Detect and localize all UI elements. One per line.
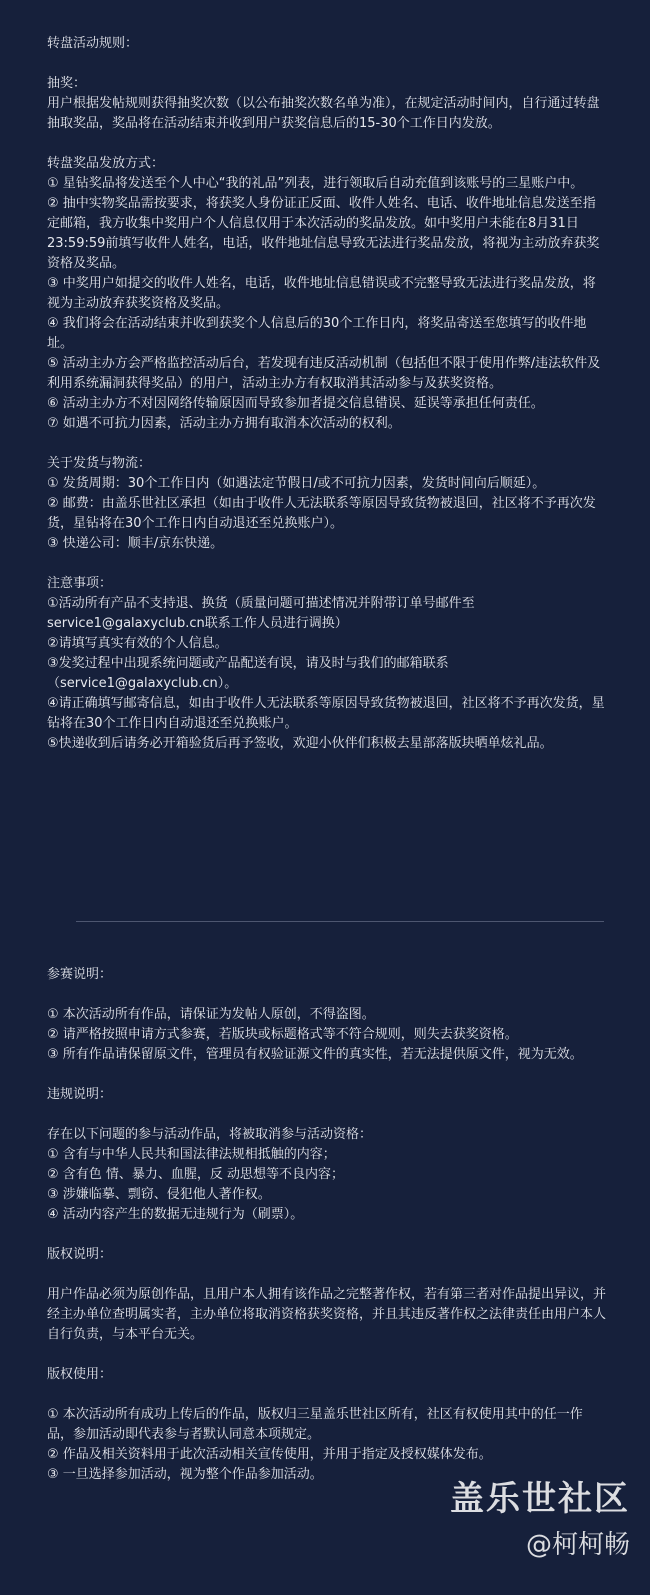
- distribution-item: ① 星钻奖品将发送至个人中心“我的礼品”列表，进行领取后自动充值到该账号的三星账户中。: [47, 176, 584, 191]
- lottery-text: 用户根据发帖规则获得抽奖次数（以公布抽奖次数名单为准），在规定活动时间内，自行通过转盘抽取奖品，奖品将在活动结束并收到用户获奖信息后的15-30个工作日内发放。: [47, 96, 600, 131]
- entry-item: ③ 所有作品请保留原文件，管理员有权验证源文件的真实性，若无法提供原文件，视为无效。: [47, 1047, 583, 1062]
- violation-intro: 存在以下问题的参与活动作品，将被取消参与活动资格：: [47, 1127, 373, 1142]
- shipping-title: 关于发货与物流：: [47, 456, 152, 471]
- violation-item: ④ 活动内容产生的数据无违规行为（刷票）。: [47, 1207, 304, 1222]
- usage-item: ① 本次活动所有成功上传后的作品，版权归三星盖乐世社区所有，社区有权使用其中的任一作品，参加活动即代表参与者默认同意本项规定。: [47, 1407, 583, 1442]
- usage-item: ③ 一旦选择参加活动，视为整个作品参加活动。: [47, 1467, 323, 1482]
- violation-title: 违规说明：: [47, 1087, 113, 1102]
- distribution-item: ③ 中奖用户如提交的收件人姓名，电话，收件地址信息错误或不完整导致无法进行奖品发放，将视为主动放弃获奖资格及奖品。: [47, 276, 596, 311]
- copyright-text: 用户作品必须为原创作品，且用户本人拥有该作品之完整著作权，若有第三者对作品提出异议，并经主办单位查明属实者，主办单位将取消资格获奖资格，并且其违反著作权之法律责任由用户本人自行负责，与本平台无关。: [47, 1287, 607, 1342]
- notes-item: ③发奖过程中出现系统问题或产品配送有误，请及时与我们的邮箱联系（service1@galaxyclub.cn）。: [47, 656, 449, 691]
- entry-item: ① 本次活动所有作品，请保证为发帖人原创，不得盗图。: [47, 1007, 375, 1022]
- contest-rules-section: [47, 965, 607, 1485]
- watermark: [450, 1479, 630, 1565]
- shipping-item: ① 发货周期：30个工作日内（如遇法定节假日/或不可抗力因素，发货时间向后顺延）。: [47, 476, 546, 491]
- watermark-site: 盖乐世社区: [450, 1479, 630, 1519]
- distribution-title: 转盘奖品发放方式：: [47, 156, 165, 171]
- violation-item: ③ 涉嫌临摹、剽窃、侵犯他人著作权。: [47, 1187, 271, 1202]
- notes-item: ②请填写真实有效的个人信息。: [47, 636, 228, 651]
- rules-title: 转盘活动规则：: [47, 36, 139, 51]
- watermark-author: @柯柯畅: [525, 1530, 630, 1560]
- distribution-item: ⑤ 活动主办方会严格监控活动后台，若发现有违反活动机制（包括但不限于使用作弊/违法软件及利用系统漏洞获得奖品）的用户，活动主办方有权取消其活动参与及获奖资格。: [47, 356, 601, 391]
- usage-title: 版权使用：: [47, 1367, 113, 1382]
- notes-item: ⑤快递收到后请务必开箱验货后再予签收，欢迎小伙伴们积极去星部落版块晒单炫礼品。: [47, 736, 553, 751]
- notes-title: 注意事项：: [47, 576, 113, 591]
- shipping-item: ② 邮费：由盖乐世社区承担（如由于收件人无法联系等原因导致货物被退回，社区将不予再次发货，星钻将在30个工作日内自动退还至兑换账户）。: [47, 496, 596, 531]
- distribution-item: ⑥ 活动主办方不对因网络传输原因而导致参加者提交信息错误、延误等承担任何责任。: [47, 396, 544, 411]
- entry-item: ② 请严格按照申请方式参赛，若版块或标题格式等不符合规则，则失去获奖资格。: [47, 1027, 518, 1042]
- distribution-item: ② 抽中实物奖品需按要求，将获奖人身份证正反面、收件人姓名、电话、收件地址信息发送至指定邮箱，我方收集中奖用户个人信息仅用于本次活动的奖品发放。如中奖用户未能在8月31日23:59:59前填写收件人姓名，电话，收件地址信息导致无法进行奖品发放，将视为主动放弃获奖资格及奖品。: [47, 196, 600, 271]
- entry-title: 参赛说明：: [47, 967, 113, 982]
- shipping-item: ③ 快递公司：顺丰/京东快递。: [47, 536, 224, 551]
- prize-rules-section: [47, 34, 607, 754]
- distribution-item: ⑦ 如遇不可抗力因素，活动主办方拥有取消本次活动的权利。: [47, 416, 401, 431]
- lottery-title: 抽奖：: [47, 76, 87, 91]
- notes-item: ④请正确填写邮寄信息，如由于收件人无法联系等原因导致货物被退回，社区将不予再次发货，星钻将在30个工作日内自动退还至兑换账户。: [47, 696, 605, 731]
- section-divider: [76, 921, 604, 922]
- distribution-item: ④ 我们将会在活动结束并收到获奖个人信息后的30个工作日内，将奖品寄送至您填写的收件地址。: [47, 316, 587, 351]
- violation-item: ① 含有与中华人民共和国法律法规相抵触的内容；: [47, 1147, 336, 1162]
- violation-item: ② 含有色 情、暴力、血腥，反 动思想等不良内容；: [47, 1167, 345, 1182]
- usage-item: ② 作品及相关资料用于此次活动相关宣传使用，并用于指定及授权媒体发布。: [47, 1447, 492, 1462]
- copyright-title: 版权说明：: [47, 1247, 113, 1262]
- notes-item: ①活动所有产品不支持退、换货（质量问题可描述情况并附带订单号邮件至service1@galaxyclub.cn联系工作人员进行调换）: [47, 596, 475, 631]
